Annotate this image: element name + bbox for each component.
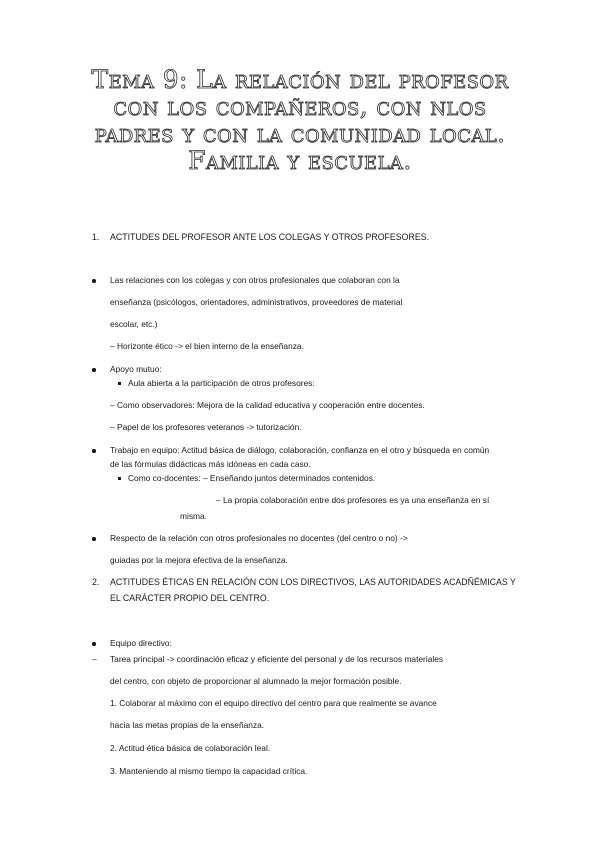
respecto-line-1: Respecto de la relación con otros profesionales no docentes (del centro o no) -> — [110, 533, 408, 543]
bullet — [92, 537, 96, 541]
como-observadores: – Como observadores: Mejora de la calidad educativa y cooperación entre docentes. — [110, 400, 425, 410]
title-line-3: padres y con la comunidad local. — [94, 119, 506, 148]
title-line-1: Tema 9: La relación del profesor — [91, 65, 509, 94]
square-bullet — [118, 382, 121, 385]
square-bullet — [118, 477, 121, 480]
bullet — [92, 279, 96, 283]
section-2-heading-line-1: ACTITUDES ÉTICAS EN RELACIÓN CON LOS DIRECTIVOS, LAS AUTORIDADES ACADÑÉMICAS Y — [110, 577, 516, 587]
trabajo-equipo-line-1: Trabajo en equipo: Actitud básica de diálogo, colaboración, confianza en el otro y búsqueda en común — [110, 445, 490, 455]
propia-colaboracion-line-1: – La propia colaboración entre dos profesores es ya una enseñanza en sí — [216, 495, 490, 505]
section-2-number: 2. — [92, 577, 100, 587]
item-3: 3. Manteniendo al mismo tiempo la capacidad crítica. — [110, 766, 308, 776]
papel-veteranos: – Papel de los profesores veteranos -> tutorización. — [110, 422, 302, 432]
relaciones-line-1: Las relaciones con los colegas y con otros profesionales que colaboran con la — [110, 275, 400, 285]
aula-abierta: Aula abierta a la participación de otros profesores: — [128, 378, 315, 388]
item-1-line-1: 1. Colaborar al máximo con el equipo directivo del centro para que realmente se avance — [110, 698, 437, 708]
item-2: 2. Actitud ética básica de colaboración leal. — [110, 743, 271, 753]
title-line-2: con los compañeros, con nlos — [113, 92, 487, 121]
equipo-directivo: Equipo directivo: — [110, 638, 172, 648]
bullet — [92, 642, 96, 646]
page-title — [40, 66, 560, 174]
bullet — [92, 449, 96, 453]
item-1-line-2: hacia las metas propias de la enseñanza. — [110, 720, 265, 730]
tarea-principal-line-1: Tarea principal -> coordinación eficaz y eficiente del personal y de los recursos materiales — [110, 654, 444, 664]
section-1-number: 1. — [92, 232, 100, 242]
relaciones-line-3: escolar, etc.) — [110, 319, 158, 329]
respecto-line-2: guiadas por la mejora efectiva de la enseñanza. — [110, 555, 288, 565]
title-line-4: Familia y escuela. — [188, 146, 412, 175]
dash-marker: – — [92, 654, 97, 664]
co-docentes: Como co-docentes: – Enseñando juntos determinados contenidos. — [128, 473, 376, 483]
tarea-principal-line-2: del centro, con objeto de proporcionar al alumnado la mejor formación posible. — [110, 676, 402, 686]
trabajo-equipo-line-2: de las fórmulas didácticas más idóneas en cada caso. — [110, 459, 311, 469]
propia-colaboracion-line-2: misma. — [180, 511, 207, 521]
relaciones-line-2: enseñanza (psicólogos, orientadores, administrativos, proveedores de material — [110, 297, 403, 307]
bullet — [92, 368, 96, 372]
section-2-heading-line-2: EL CARÁCTER PROPIO DEL CENTRO. — [110, 593, 270, 603]
apoyo-mutuo: Apoyo mutuo: — [110, 364, 162, 374]
horizonte-etico: – Horizonte ético -> el bien interno de la enseñanza. — [110, 341, 304, 351]
section-1-heading: ACTITUDES DEL PROFESOR ANTE LOS COLEGAS Y OTROS PROFESORES. — [110, 232, 430, 242]
